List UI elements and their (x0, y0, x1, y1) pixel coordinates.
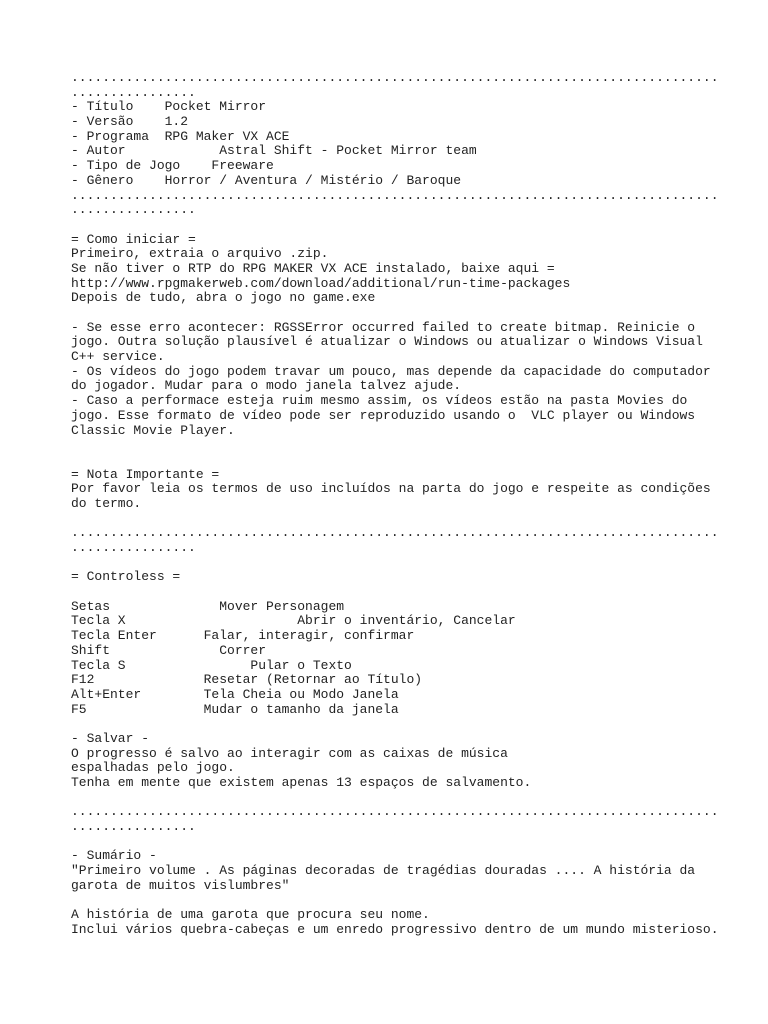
text-line: Alt+Enter Tela Cheia ou Modo Janela (71, 686, 399, 702)
text-line: C++ service. (71, 349, 165, 365)
blank-line (71, 835, 711, 850)
text-line: ................ (71, 84, 196, 100)
text-line: Setas Mover Personagem (71, 598, 345, 614)
document-body (71, 70, 719, 938)
blank-line (71, 894, 711, 909)
text-line: F5 Mudar o tamanho da janela (71, 701, 399, 717)
text-line: Tenha em mente que existem apenas 13 espaços de salvamento. (71, 775, 532, 790)
text-line: - Programa RPG Maker VX ACE (71, 128, 290, 144)
blank-line (71, 556, 711, 571)
blank-line (71, 585, 711, 600)
text-line: ................ (71, 202, 196, 218)
blank-line (71, 306, 711, 321)
text-line: ................................................................................... (71, 804, 719, 820)
text-line: - Se esse erro acontecer: RGSSError occurred failed to create bitmap. Reinicie o (71, 319, 696, 335)
text-line: - Tipo de Jogo Freeware (71, 158, 274, 174)
text-line: Tecla S Pular o Texto (71, 657, 352, 673)
text-line: = Nota Importante = (71, 466, 220, 482)
text-line: - Os vídeos do jogo podem travar um pouco, mas depende da capacidade do computador (71, 363, 711, 379)
text-line: Tecla X Abrir o inventário, Cancelar (71, 613, 516, 629)
text-line: - Título Pocket Mirror (71, 99, 267, 115)
text-line: - Gênero Horror / Aventura / Mistério / Baroque (71, 172, 462, 188)
text-line: - Sumário - (71, 848, 157, 864)
text-line: Inclui vários quebra-cabeças e um enredo progressivo dentro de um mundo misterioso. (71, 921, 719, 937)
text-line: garota de muitos vislumbres" (71, 877, 290, 893)
text-line: ................ (71, 819, 196, 835)
text-line: espalhadas pelo jogo. (71, 760, 235, 776)
text-line: jogo. Esse formato de vídeo pode ser reproduzido usando o VLC player ou Windows (71, 407, 696, 423)
text-line: Tecla Enter Falar, interagir, confirmar (71, 628, 415, 644)
blank-line (71, 717, 711, 732)
text-line: - Salvar - (71, 730, 150, 746)
text-line: http://www.rpgmakerweb.com/download/additional/run-time-packages (71, 275, 571, 291)
blank-line (71, 453, 711, 468)
text-line: F12 Resetar (Retornar ao Título) (71, 672, 423, 688)
text-line: do jogador. Mudar para o modo janela talvez ajude. (71, 378, 462, 394)
text-line: "Primeiro volume . As páginas decoradas de tragédias douradas .... A história da (71, 863, 696, 879)
blank-line (71, 791, 711, 806)
text-line: Shift Correr (71, 642, 267, 658)
text-line: ................................................................................... (71, 187, 719, 203)
text-line: - Autor Astral Shift - Pocket Mirror team (71, 143, 477, 159)
text-line: ................ (71, 540, 196, 555)
text-line: = Controless = (71, 569, 181, 585)
text-line: Se não tiver o RTP do RPG MAKER VX ACE instalado, baixe aqui = (71, 260, 555, 276)
text-line: ................................................................................... (71, 70, 719, 85)
text-line: - Caso a performace esteja ruim mesmo assim, os vídeos estão na pasta Movies do (71, 393, 688, 409)
text-line: Primeiro, extraia o arquivo .zip. (71, 246, 329, 262)
text-line: ................................................................................... (71, 525, 719, 541)
blank-line (71, 218, 711, 233)
text-line: Depois de tudo, abra o jogo no game.exe (71, 290, 376, 306)
blank-line (71, 512, 711, 527)
text-line: O progresso é salvo ao interagir com as caixas de música (71, 745, 508, 761)
text-line: - Versão 1.2 (71, 114, 189, 130)
text-line: jogo. Outra solução plausível é atualizar o Windows ou atualizar o Windows Visual (71, 334, 703, 350)
text-line: do termo. (71, 495, 142, 511)
blank-line (71, 438, 711, 453)
text-line: Classic Movie Player. (71, 422, 235, 438)
text-line: Por favor leia os termos de uso incluídos na parta do jogo e respeite as condições (71, 481, 711, 497)
text-line: A história de uma garota que procura seu nome. (71, 907, 430, 923)
text-line: = Como iniciar = (71, 231, 196, 247)
